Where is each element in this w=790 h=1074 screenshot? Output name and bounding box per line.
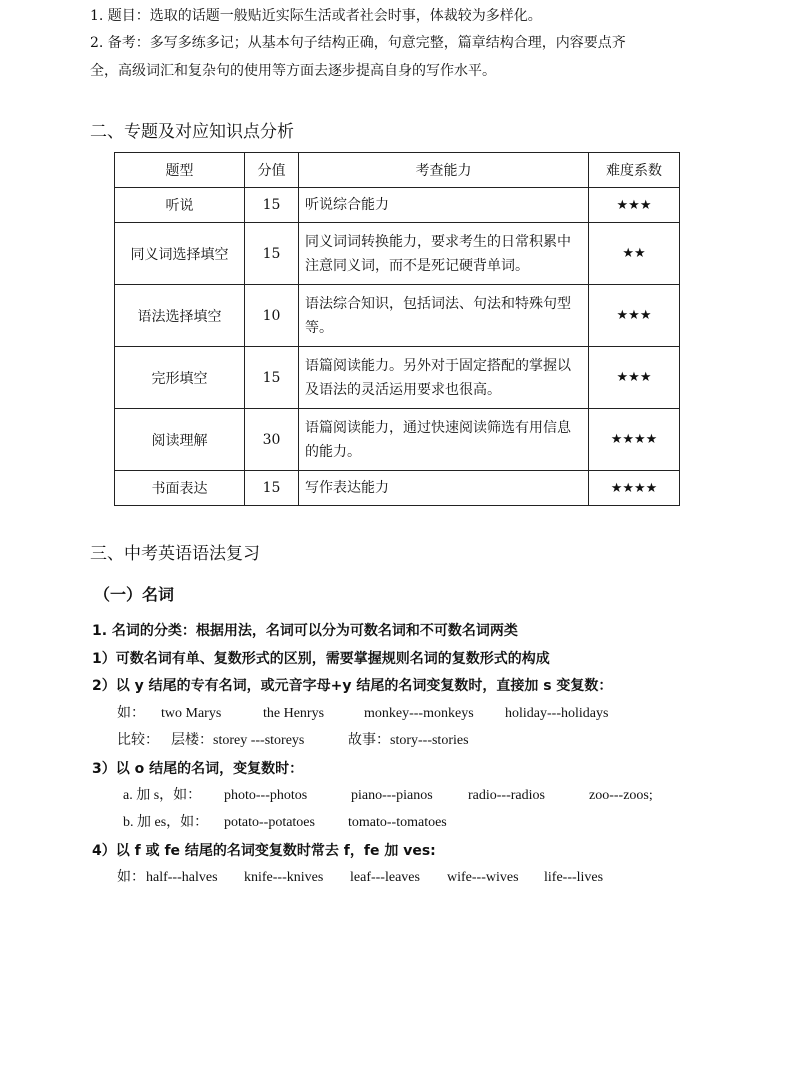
example-item: piano---pianos: [351, 788, 433, 803]
table-row: [115, 223, 680, 285]
section-heading-grammar: 三、中考英语语法复习: [90, 544, 260, 564]
example-item: 层楼：storey ---storeys: [171, 733, 305, 748]
cell-difficulty: ★★★★: [589, 409, 680, 471]
cell-ability: 写作表达能力: [299, 471, 589, 506]
header-score: 分值: [245, 153, 299, 188]
cell-difficulty: ★★★: [589, 285, 680, 347]
cell-score: 30: [245, 409, 299, 471]
cell-type: 书面表达: [115, 471, 245, 506]
example-item: monkey---monkeys: [364, 706, 474, 721]
cell-score: 15: [245, 347, 299, 409]
cell-type: 同义词选择填空: [115, 223, 245, 285]
example-item: potato--potatoes: [224, 815, 315, 830]
cell-type: 听说: [115, 188, 245, 223]
example-item: wife---wives: [447, 870, 519, 885]
cell-difficulty: ★★★: [589, 188, 680, 223]
noun-classification-point: 1. 名词的分类：根据用法，名词可以分为可数名词和不可数名词两类: [92, 623, 518, 639]
cell-ability: 同义词词转换能力，要求考生的日常积累中注意同义词，而不是死记硬背单词。: [299, 223, 589, 285]
cell-ability: 语法综合知识，包括词法、句法和特殊句型等。: [299, 285, 589, 347]
header-difficulty: 难度系数: [589, 153, 680, 188]
table-row: [115, 471, 680, 506]
intro-topic-line: 1. 题目：选取的话题一般贴近实际生活或者社会时事，体裁较为多样化。: [90, 8, 542, 24]
example-item: half---halves: [146, 870, 218, 885]
example-item: zoo---zoos;: [589, 788, 653, 803]
example-label: b. 加 es，如：: [123, 815, 209, 830]
table-row: [115, 347, 680, 409]
example-label: 如：: [117, 870, 145, 885]
cell-difficulty: ★★★: [589, 347, 680, 409]
example-item: the Henrys: [263, 706, 325, 721]
example-item: knife---knives: [244, 870, 324, 885]
example-item: radio---radios: [468, 788, 545, 803]
subsection-heading-nouns: （一）名词: [94, 585, 175, 604]
section-heading-topics: 二、专题及对应知识点分析: [90, 122, 294, 142]
cell-type: 语法选择填空: [115, 285, 245, 347]
f-fe-ending-rule: 4）以 f 或 fe 结尾的名词变复数时常去 f，fe 加 ves:: [92, 843, 436, 859]
table-header-row: [115, 153, 680, 188]
cell-score: 15: [245, 188, 299, 223]
cell-ability: 听说综合能力: [299, 188, 589, 223]
cell-score: 15: [245, 223, 299, 285]
cell-difficulty: ★★★★: [589, 471, 680, 506]
example-item: holiday---holidays: [505, 706, 609, 721]
example-item: two Marys: [161, 706, 222, 721]
cell-difficulty: ★★: [589, 223, 680, 285]
intro-prep-line-cont: 全，高级词汇和复杂句的使用等方面去逐步提高自身的写作水平。: [90, 63, 496, 79]
header-ability: 考查能力: [299, 153, 589, 188]
table-row: [115, 409, 680, 471]
cell-score: 15: [245, 471, 299, 506]
example-label: 比较：: [117, 733, 159, 748]
table-row: [115, 188, 680, 223]
example-label: 如：: [117, 706, 145, 721]
intro-prep-line: 2. 备考：多写多练多记；从基本句子结构正确，句意完整，篇章结构合理，内容要点齐: [90, 35, 626, 51]
header-type: 题型: [115, 153, 245, 188]
countable-noun-point: 1）可数名词有单、复数形式的区别，需要掌握规则名词的复数形式的构成: [92, 651, 550, 667]
example-item: 故事：story---stories: [348, 733, 469, 748]
example-item: tomato--tomatoes: [348, 815, 447, 830]
knowledge-table: [114, 152, 680, 506]
example-item: photo---photos: [224, 788, 308, 803]
cell-ability: 语篇阅读能力，通过快速阅读筛选有用信息的能力。: [299, 409, 589, 471]
cell-ability: 语篇阅读能力。另外对于固定搭配的掌握以及语法的灵活运用要求也很高。: [299, 347, 589, 409]
cell-type: 完形填空: [115, 347, 245, 409]
cell-score: 10: [245, 285, 299, 347]
o-ending-rule: 3）以 o 结尾的名词，变复数时：: [92, 761, 304, 777]
cell-type: 阅读理解: [115, 409, 245, 471]
table-row: [115, 285, 680, 347]
example-label: a. 加 s，如：: [123, 788, 202, 803]
y-ending-rule: 2）以 y 结尾的专有名词，或元音字母+y 结尾的名词变复数时，直接加 s 变复数：: [92, 678, 613, 694]
example-item: leaf---leaves: [350, 870, 420, 885]
example-item: life---lives: [544, 870, 604, 885]
